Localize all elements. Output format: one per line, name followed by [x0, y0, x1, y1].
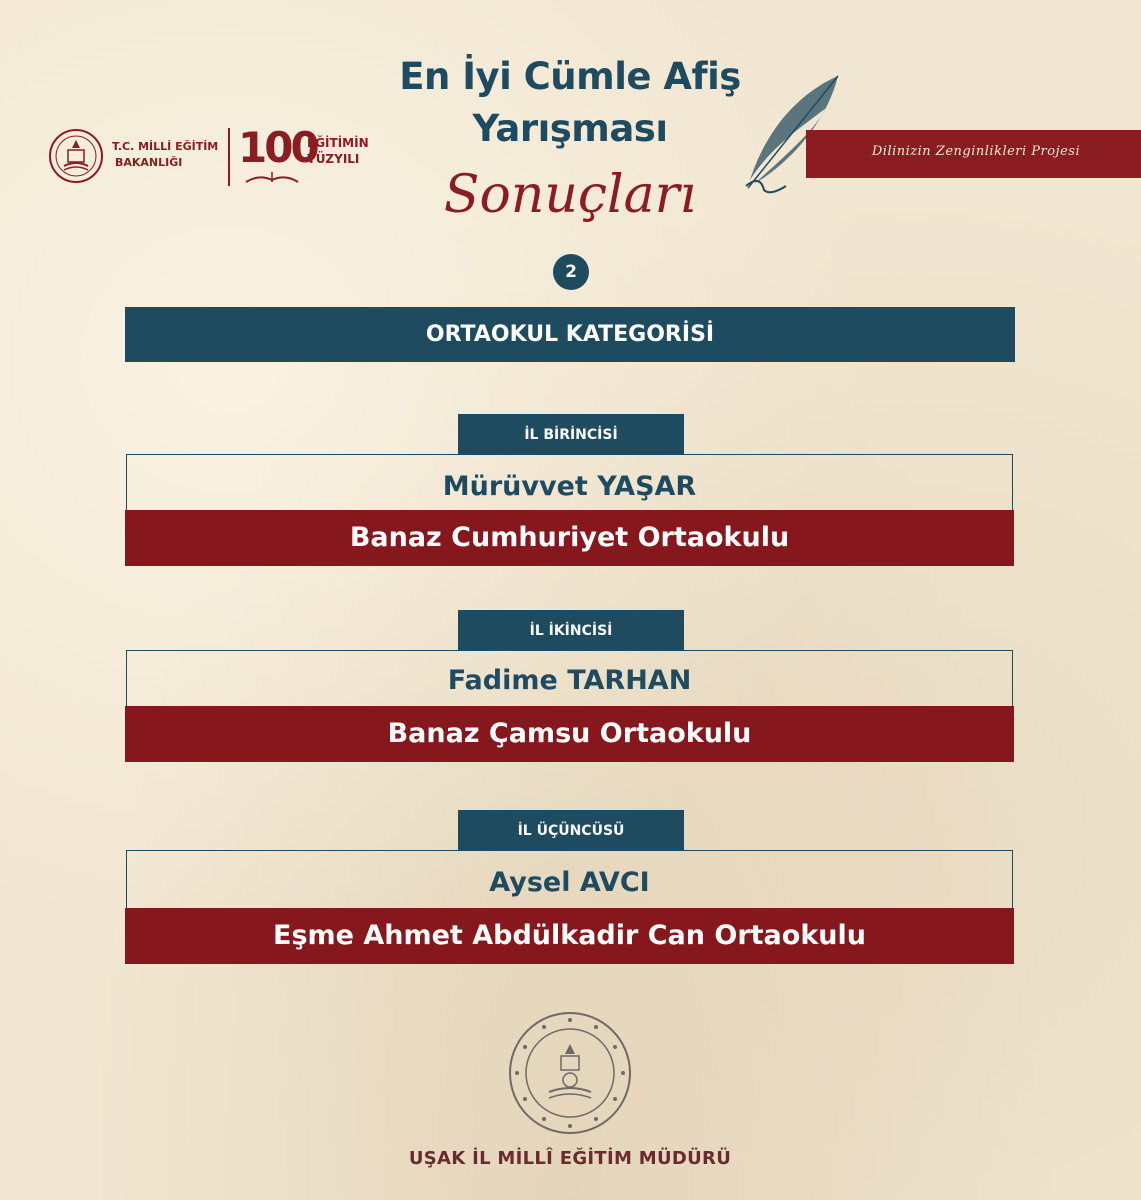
- winner-name-first: Mürüvvet YAŞAR: [126, 454, 1013, 511]
- logo-divider: [228, 128, 230, 186]
- school-name-first: Banaz Cumhuriyet Ortaokulu: [125, 510, 1014, 566]
- category-header: ORTAOKUL KATEGORİSİ: [125, 307, 1015, 362]
- ministry-name: T.C. MİLLİ EĞİTİM BAKANLIĞI: [112, 140, 219, 169]
- winner-name-third: Aysel AVCI: [126, 850, 1013, 909]
- open-book-icon: [242, 170, 302, 184]
- rank-label-third: İL ÜÇÜNCÜSÜ: [458, 810, 684, 850]
- results-script-title: Sonuçları: [443, 165, 697, 225]
- winner-name-second: Fadime TARHAN: [126, 650, 1013, 707]
- ministry-seal-icon: [505, 1008, 635, 1138]
- school-name-third: Eşme Ahmet Abdülkadir Can Ortaokulu: [125, 908, 1014, 964]
- rank-label-first: İL BİRİNCİSİ: [458, 414, 684, 454]
- page-title-line1: En İyi Cümle Afiş: [399, 55, 741, 98]
- school-name-second: Banaz Çamsu Ortaokulu: [125, 706, 1014, 762]
- ministry-emblem-icon: [48, 128, 104, 184]
- page-number-badge: 2: [553, 254, 589, 290]
- page-title-line2: Yarışması: [472, 107, 668, 150]
- rank-label-second: İL İKİNCİSİ: [458, 610, 684, 650]
- century-number: 100: [238, 123, 317, 172]
- footer-signature: UŞAK İL MİLLÎ EĞİTİM MÜDÜRÜ: [408, 1148, 732, 1169]
- century-label: EĞİTİMİN YÜZYILI: [307, 136, 369, 166]
- project-ribbon-text: Dilinizin Zenginlikleri Projesi: [871, 144, 1081, 159]
